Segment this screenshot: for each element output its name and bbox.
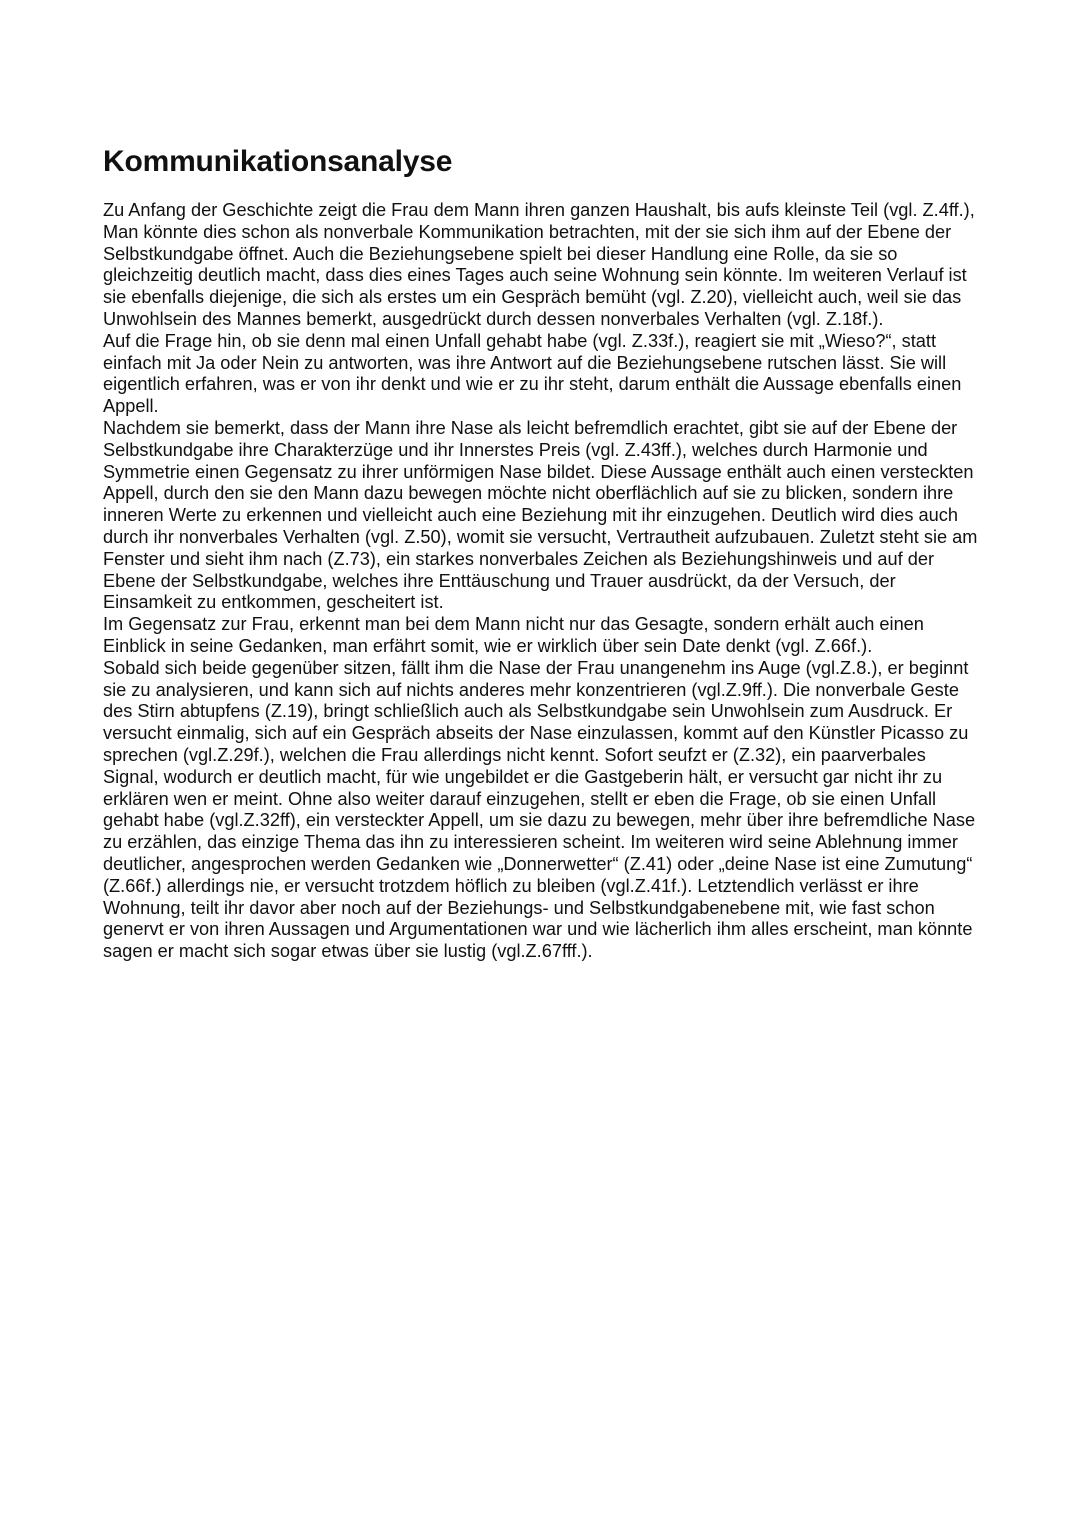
document-title: Kommunikationsanalyse bbox=[103, 145, 453, 178]
paragraph: Im Gegensatz zur Frau, erkennt man bei dem Mann nicht nur das Gesagte, sondern erhält auch einen Einblick in seine Gedanken, man erfährt somit, wie er wirklich über sein Date denkt (vgl. Z.66f.). bbox=[103, 614, 924, 656]
paragraph: Zu Anfang der Geschichte zeigt die Frau dem Mann ihren ganzen Haushalt, bis aufs kleinste Teil (vgl. Z.4ff.), Man könnte dies schon als nonverbale Kommunikation betrachten, mit der sie sich ihm auf der Ebene der Selbstkundgabe öffnet. Auch die Beziehungsebene spielt bei dieser Handlung eine Rolle, da sie so gleichzeitig deutlich macht, dass dies eines Tages auch seine Wohnung sein könnte. Im weiteren Verlauf ist sie ebenfalls diejenige, die sich als erstes um ein Gespräch bemüht (vgl. Z.20), vielleicht auch, weil sie das Unwohlsein des Mannes bemerkt, ausgedrückt durch dessen nonverbales Verhalten (vgl. Z.18f.). bbox=[103, 200, 975, 329]
paragraph: Nachdem sie bemerkt, dass der Mann ihre Nase als leicht befremdlich erachtet, gibt sie auf der Ebene der Selbstkundgabe ihre Charakterzüge und ihr Innerstes Preis (vgl. Z.43ff.), welches durch Harmonie und Symmetrie einen Gegensatz zu ihrer unförmigen Nase bildet. Diese Aussage enthält auch einen versteckten Appell, durch den sie den Mann dazu bewegen möchte nicht oberflächlich auf sie zu blicken, sondern ihre inneren Werte zu erkennen und vielleicht auch eine Beziehung mit ihr einzugehen. Deutlich wird dies auch durch ihr nonverbales Verhalten (vgl. Z.50), womit sie versucht, Vertrautheit aufzubauen. Zuletzt steht sie am Fenster und sieht ihm nach (Z.73), ein starkes nonverbales Zeichen als Beziehungshinweis und auf der Ebene der Selbstkundgabe, welches ihre Enttäuschung und Trauer ausdrückt, da der Versuch, der Einsamkeit zu entkommen, gescheitert ist. bbox=[103, 417, 978, 613]
paragraph: Sobald sich beide gegenüber sitzen, fällt ihm die Nase der Frau unangenehm ins Auge (vgl.Z.8.), er beginnt sie zu analysieren, und kann sich auf nichts anderes mehr konzentrieren (vgl.Z.9ff.). Die nonverbale Geste des Stirn abtupfens (Z.19), bringt schließlich auch als Selbstkundgabe sein Unwohlsein zum Ausdruck. Er versucht einmalig, sich auf ein Gespräch abseits der Nase einzulassen, kommt auf den Künstler Picasso zu sprechen (vgl.Z.29f.), welchen die Frau allerdings nicht kennt. Sofort seufzt er (Z.32), ein paarverbales Signal, wodurch er deutlich macht, für wie ungebildet er die Gastgeberin hält, er versucht gar nicht ihr zu erklären wen er meint. Ohne also weiter darauf einzugehen, stellt er eben die Frage, ob sie einen Unfall gehabt habe (vgl.Z.32ff), ein versteckter Appell, um sie dazu zu bewegen, mehr über ihre befremdliche Nase zu erzählen, das einzige Thema das ihn zu interessieren scheint. Im weiteren wird seine Ablehnung immer deutlicher, angesprochen werden Gedanken wie „Donnerwetter“ (Z.41) oder „deine Nase ist eine Zumutung“ (Z.66f.) allerdings nie, er versucht trotzdem höflich zu bleiben (vgl.Z.41f.). Letztendlich verlässt er ihre Wohnung, teilt ihr davor aber noch auf der Beziehungs- und Selbstkundgabenebene mit, wie fast schon genervt er von ihren Aussagen und Argumentationen war und wie lächerlich ihm alles erscheint, man könnte sagen er macht sich sogar etwas über sie lustig (vgl.Z.67fff.). bbox=[103, 657, 976, 962]
paragraph: Auf die Frage hin, ob sie denn mal einen Unfall gehabt habe (vgl. Z.33f.), reagiert sie mit „Wieso?“, statt einfach mit Ja oder Nein zu antworten, was ihre Antwort auf die Beziehungsebene rutschen lässt. Sie will eigentlich erfahren, was er von ihr denkt und wie er zu ihr steht, darum enthält die Aussage ebenfalls einen Appell. bbox=[103, 330, 962, 417]
document-body bbox=[103, 200, 983, 963]
